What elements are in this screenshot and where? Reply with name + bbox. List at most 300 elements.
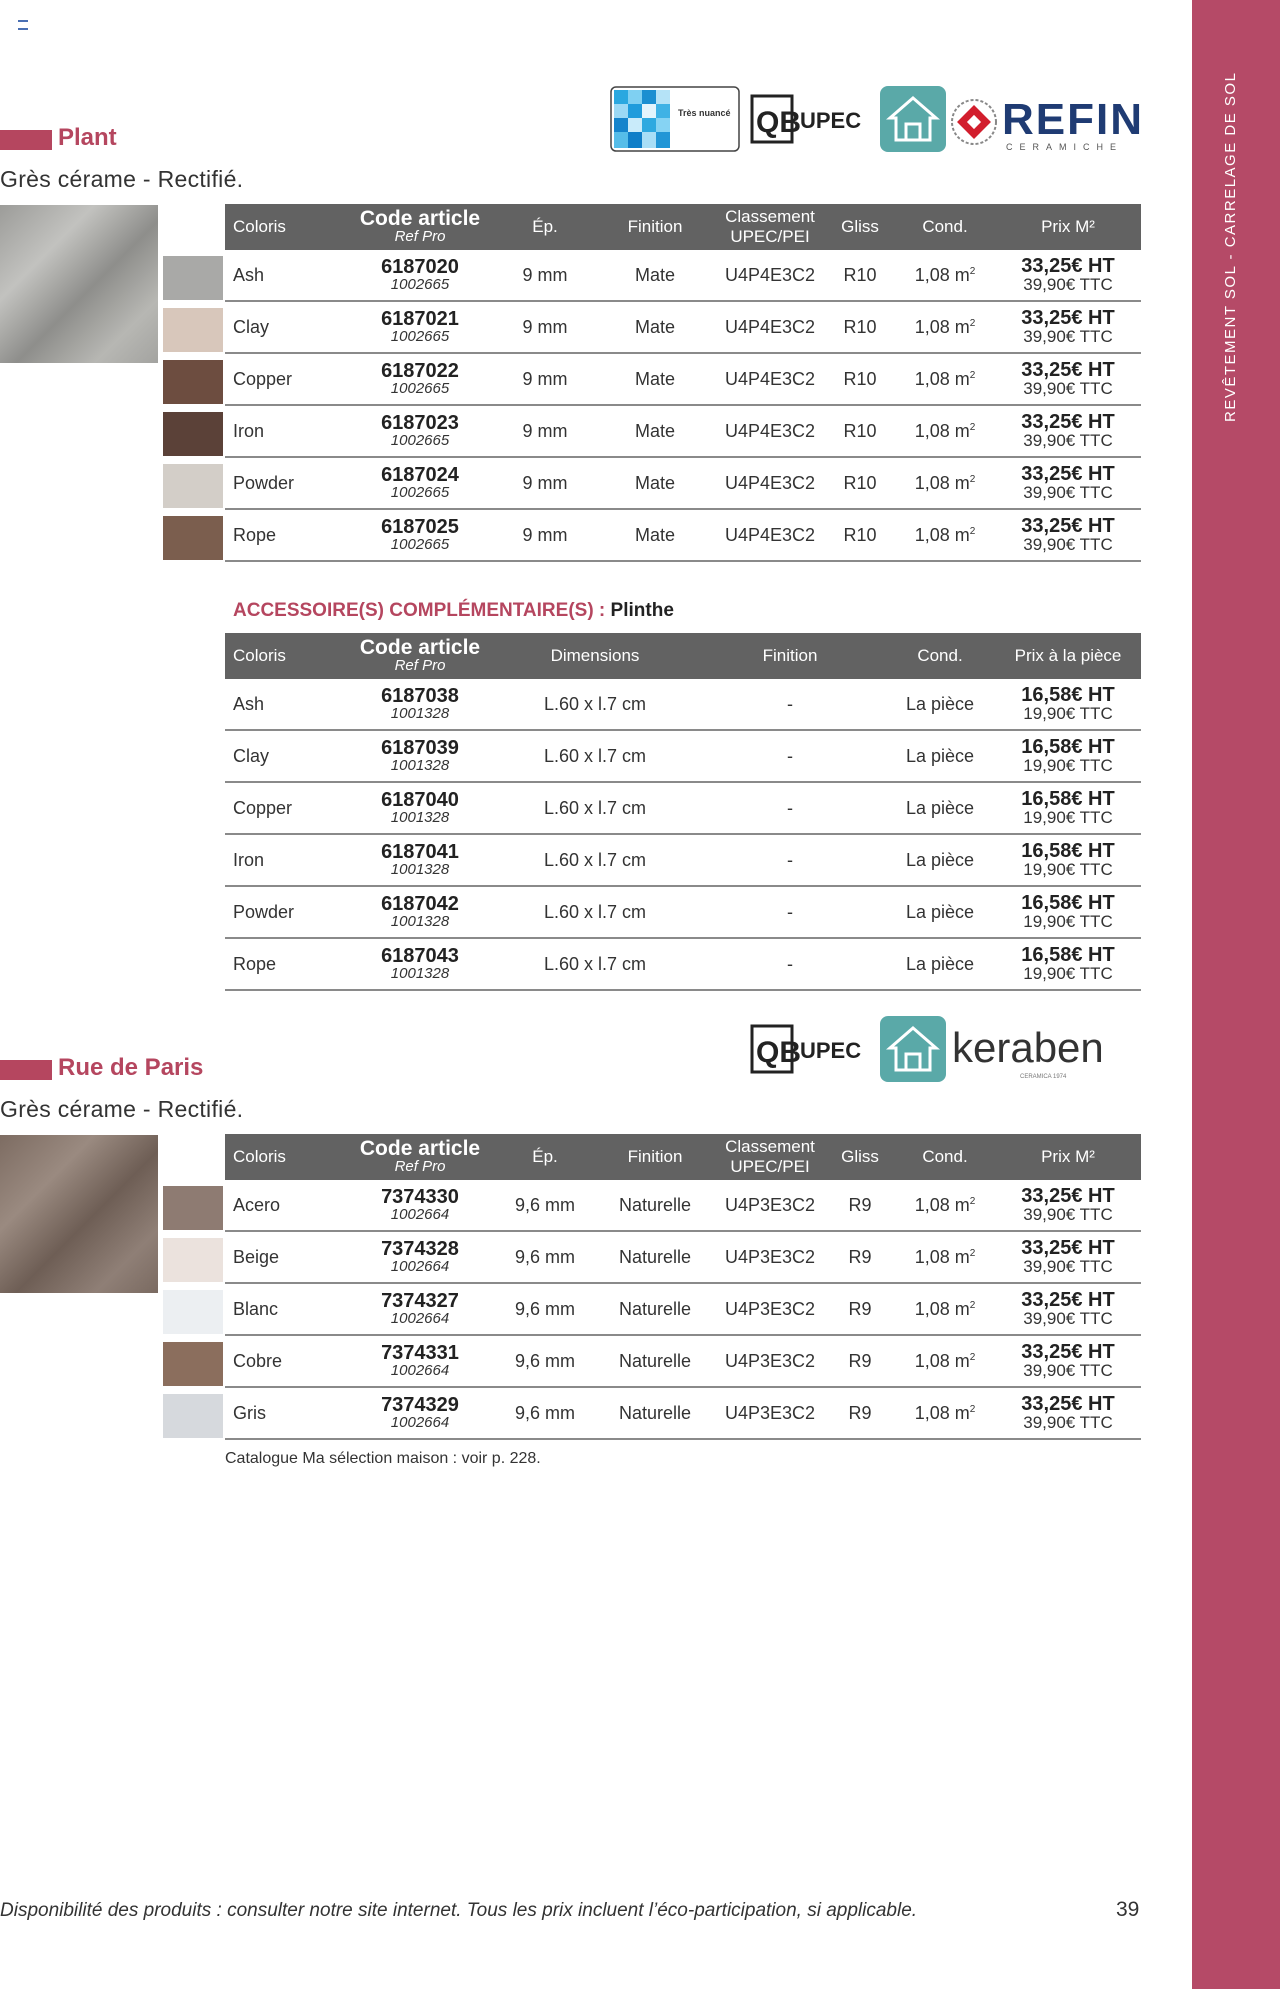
rue-header-gliss: Gliss xyxy=(825,1134,895,1180)
header-ref: Ref Pro xyxy=(394,228,446,245)
ref-value: 1002665 xyxy=(390,535,450,553)
price-cell xyxy=(995,509,1141,561)
tres-nuance-logo xyxy=(610,86,740,157)
code-cell xyxy=(345,250,495,301)
price-cell xyxy=(995,730,1141,782)
cond-value: 1,08 m xyxy=(914,1298,970,1319)
dimensions-cell: L.60 x l.7 cm xyxy=(495,679,695,730)
plant-header-row xyxy=(225,204,1141,250)
rue-header-ref: Ref Pro xyxy=(394,1158,446,1175)
rue-section-bar xyxy=(0,1060,52,1080)
table-row xyxy=(225,1387,1141,1439)
price-ttc: 39,90€ TTC xyxy=(1023,431,1113,450)
table-row xyxy=(225,353,1141,405)
code-cell xyxy=(345,301,495,353)
price-ht: 33,25€ HT xyxy=(1021,1237,1115,1259)
price-ht: 33,25€ HT xyxy=(1021,255,1115,277)
color-swatch xyxy=(163,516,223,560)
price-ttc: 39,90€ TTC xyxy=(1023,1205,1113,1224)
rue-header-finition: Finition xyxy=(595,1134,715,1180)
code-value: 6187022 xyxy=(381,359,459,382)
ref-value: 1001328 xyxy=(390,860,450,878)
qb-text-2: QB xyxy=(756,1036,801,1069)
finition-cell: - xyxy=(695,938,885,990)
header-classement-1: Classement xyxy=(725,207,815,226)
acc-header-dimensions: Dimensions xyxy=(495,633,695,679)
plant-hero-image xyxy=(0,205,158,363)
color-swatch xyxy=(163,1394,223,1438)
coloris-cell: Ash xyxy=(225,679,345,730)
qb-upec-logo xyxy=(750,90,870,153)
keraben-sub-text: CERAMICA 1974 xyxy=(1020,1074,1067,1080)
cond-value: 1,08 m xyxy=(914,1350,970,1371)
finition-cell: - xyxy=(695,782,885,834)
upec-text-2: UPEC xyxy=(800,1038,862,1063)
ep-cell: 9 mm xyxy=(495,353,595,405)
cond-sup: 2 xyxy=(969,421,976,433)
gliss-cell: R10 xyxy=(825,405,895,457)
code-value: 7374329 xyxy=(381,1393,459,1416)
coloris-cell: Copper xyxy=(225,353,345,405)
table-row xyxy=(225,250,1141,301)
cond-cell xyxy=(895,1180,995,1231)
price-ht: 16,58€ HT xyxy=(1021,944,1115,966)
ep-cell: 9,6 mm xyxy=(495,1283,595,1335)
table-row xyxy=(225,405,1141,457)
rue-header-coloris: Coloris xyxy=(225,1134,345,1180)
gliss-cell: R10 xyxy=(825,250,895,301)
cond-sup: 2 xyxy=(969,473,976,485)
rue-table xyxy=(225,1134,1141,1440)
ref-value: 1001328 xyxy=(390,964,450,982)
gliss-cell: R10 xyxy=(825,509,895,561)
table-row xyxy=(225,1283,1141,1335)
price-ht: 33,25€ HT xyxy=(1021,359,1115,381)
cond-cell: La pièce xyxy=(885,730,995,782)
header-ep: Ép. xyxy=(495,204,595,250)
cond-cell xyxy=(895,1283,995,1335)
table-row xyxy=(225,1180,1141,1231)
code-cell xyxy=(345,1180,495,1231)
ep-cell: 9 mm xyxy=(495,405,595,457)
table-row xyxy=(225,509,1141,561)
gliss-cell: R10 xyxy=(825,301,895,353)
classement-cell: U4P4E3C2 xyxy=(715,250,825,301)
ref-value: 1001328 xyxy=(390,808,450,826)
code-cell xyxy=(345,1283,495,1335)
ref-value: 1002664 xyxy=(390,1205,450,1223)
price-ttc: 39,90€ TTC xyxy=(1023,1257,1113,1276)
page-number: 39 xyxy=(1116,1898,1140,1921)
price-cell xyxy=(995,353,1141,405)
coloris-cell: Ash xyxy=(225,250,345,301)
house-icon xyxy=(880,86,946,157)
price-ht: 16,58€ HT xyxy=(1021,684,1115,706)
ref-value: 1002665 xyxy=(390,327,450,345)
ref-value: 1002664 xyxy=(390,1309,450,1327)
classement-cell: U4P4E3C2 xyxy=(715,301,825,353)
classement-cell: U4P4E3C2 xyxy=(715,353,825,405)
acc-header-code-main: Code article xyxy=(359,636,481,659)
finition-cell: - xyxy=(695,679,885,730)
price-cell xyxy=(995,1231,1141,1283)
gliss-cell: R10 xyxy=(825,353,895,405)
code-cell xyxy=(345,679,495,730)
cond-cell xyxy=(895,1335,995,1387)
cond-cell: La pièce xyxy=(885,834,995,886)
table-row xyxy=(225,938,1141,990)
keraben-logo xyxy=(950,1022,1145,1089)
code-value: 6187024 xyxy=(381,463,459,486)
dimensions-cell: L.60 x l.7 cm xyxy=(495,730,695,782)
price-cell xyxy=(995,782,1141,834)
refin-sub-text: CERAMICHE xyxy=(1006,142,1124,152)
ref-value: 1002665 xyxy=(390,431,450,449)
finition-cell: Mate xyxy=(595,509,715,561)
ep-cell: 9,6 mm xyxy=(495,1180,595,1231)
acc-header-ref: Ref Pro xyxy=(394,657,446,674)
price-cell xyxy=(995,1335,1141,1387)
price-cell xyxy=(995,938,1141,990)
cond-value: 1,08 m xyxy=(914,368,970,389)
code-value: 6187040 xyxy=(381,788,459,811)
rue-header-classement-2: UPEC/PEI xyxy=(730,1157,810,1176)
header-prix: Prix M² xyxy=(995,204,1141,250)
code-cell xyxy=(345,938,495,990)
ref-value: 1001328 xyxy=(390,756,450,774)
keraben-text: keraben xyxy=(952,1024,1104,1071)
upec-text: UPEC xyxy=(800,108,862,133)
rue-header-ep: Ép. xyxy=(495,1134,595,1180)
color-swatch xyxy=(163,464,223,508)
price-ttc: 19,90€ TTC xyxy=(1023,756,1113,775)
table-row xyxy=(225,1335,1141,1387)
cond-sup: 2 xyxy=(969,525,976,537)
ref-value: 1002664 xyxy=(390,1361,450,1379)
price-ttc: 39,90€ TTC xyxy=(1023,483,1113,502)
table-row xyxy=(225,457,1141,509)
finition-cell: Mate xyxy=(595,353,715,405)
code-cell xyxy=(345,1335,495,1387)
finition-cell: Naturelle xyxy=(595,1387,715,1439)
dimensions-cell: L.60 x l.7 cm xyxy=(495,938,695,990)
price-ttc: 39,90€ TTC xyxy=(1023,1309,1113,1328)
qb-upec-logo-2 xyxy=(750,1020,870,1083)
cond-cell: La pièce xyxy=(885,679,995,730)
classement-cell: U4P3E3C2 xyxy=(715,1283,825,1335)
code-value: 7374330 xyxy=(381,1185,459,1208)
dimensions-cell: L.60 x l.7 cm xyxy=(495,782,695,834)
cond-sup: 2 xyxy=(969,1299,976,1311)
ref-value: 1002665 xyxy=(390,379,450,397)
rue-header-cond: Cond. xyxy=(895,1134,995,1180)
ep-cell: 9,6 mm xyxy=(495,1387,595,1439)
price-ht: 33,25€ HT xyxy=(1021,307,1115,329)
code-cell xyxy=(345,1231,495,1283)
cond-value: 1,08 m xyxy=(914,420,970,441)
cond-value: 1,08 m xyxy=(914,316,970,337)
coloris-cell: Rope xyxy=(225,938,345,990)
price-cell xyxy=(995,886,1141,938)
plant-title: Plant xyxy=(58,124,117,151)
finition-cell: Mate xyxy=(595,250,715,301)
table-row xyxy=(225,886,1141,938)
acc-header-cond: Cond. xyxy=(885,633,995,679)
price-cell xyxy=(995,1283,1141,1335)
cond-cell xyxy=(895,457,995,509)
price-cell xyxy=(995,250,1141,301)
cond-sup: 2 xyxy=(969,265,976,277)
code-value: 7374331 xyxy=(381,1341,459,1364)
coloris-cell: Clay xyxy=(225,730,345,782)
gliss-cell: R9 xyxy=(825,1387,895,1439)
code-cell xyxy=(345,1387,495,1439)
cond-cell xyxy=(895,301,995,353)
finition-cell: Naturelle xyxy=(595,1180,715,1231)
price-ttc: 39,90€ TTC xyxy=(1023,1413,1113,1432)
ref-value: 1002664 xyxy=(390,1257,450,1275)
table-row xyxy=(225,782,1141,834)
price-ht: 33,25€ HT xyxy=(1021,1185,1115,1207)
cond-value: 1,08 m xyxy=(914,264,970,285)
header-code-main: Code article xyxy=(359,207,481,230)
refin-text: REFIN xyxy=(1002,95,1144,144)
code-value: 7374328 xyxy=(381,1237,459,1260)
table-row xyxy=(225,679,1141,730)
finition-cell: - xyxy=(695,730,885,782)
code-value: 6187021 xyxy=(381,307,459,330)
header-gliss: Gliss xyxy=(825,204,895,250)
cond-value: 1,08 m xyxy=(914,1402,970,1423)
price-ttc: 39,90€ TTC xyxy=(1023,1361,1113,1380)
color-swatch xyxy=(163,1186,223,1230)
ref-value: 1001328 xyxy=(390,912,450,930)
accessoires-label: ACCESSOIRE(S) COMPLÉMENTAIRE(S) : xyxy=(233,600,611,621)
price-ht: 16,58€ HT xyxy=(1021,892,1115,914)
ep-cell: 9 mm xyxy=(495,301,595,353)
cond-value: 1,08 m xyxy=(914,524,970,545)
code-cell xyxy=(345,353,495,405)
coloris-cell: Copper xyxy=(225,782,345,834)
code-value: 6187043 xyxy=(381,944,459,967)
classement-cell: U4P4E3C2 xyxy=(715,457,825,509)
cond-cell: La pièce xyxy=(885,886,995,938)
rue-subtitle: Grès cérame - Rectifié. xyxy=(0,1096,244,1122)
dimensions-cell: L.60 x l.7 cm xyxy=(495,886,695,938)
classement-cell: U4P3E3C2 xyxy=(715,1180,825,1231)
corner-mark xyxy=(18,20,28,30)
cond-value: 1,08 m xyxy=(914,472,970,493)
price-ttc: 19,90€ TTC xyxy=(1023,964,1113,983)
price-cell xyxy=(995,1387,1141,1439)
ep-cell: 9,6 mm xyxy=(495,1231,595,1283)
price-cell xyxy=(995,679,1141,730)
price-ttc: 39,90€ TTC xyxy=(1023,535,1113,554)
coloris-cell: Rope xyxy=(225,509,345,561)
coloris-cell: Powder xyxy=(225,886,345,938)
cond-cell xyxy=(895,250,995,301)
cond-cell: La pièce xyxy=(885,938,995,990)
coloris-cell: Beige xyxy=(225,1231,345,1283)
cond-cell xyxy=(895,509,995,561)
refin-logo xyxy=(950,92,1145,159)
header-code xyxy=(345,204,495,250)
price-ht: 33,25€ HT xyxy=(1021,463,1115,485)
ref-value: 1002664 xyxy=(390,1413,450,1431)
code-cell xyxy=(345,834,495,886)
code-cell xyxy=(345,782,495,834)
acc-header-code xyxy=(345,633,495,679)
price-ttc: 19,90€ TTC xyxy=(1023,808,1113,827)
coloris-cell: Clay xyxy=(225,301,345,353)
coloris-cell: Acero xyxy=(225,1180,345,1231)
cond-sup: 2 xyxy=(969,1247,976,1259)
price-ht: 33,25€ HT xyxy=(1021,515,1115,537)
color-swatch xyxy=(163,1238,223,1282)
ref-value: 1002665 xyxy=(390,275,450,293)
rue-header-classement-1: Classement xyxy=(725,1137,815,1156)
code-cell xyxy=(345,886,495,938)
header-coloris: Coloris xyxy=(225,204,345,250)
code-value: 6187039 xyxy=(381,736,459,759)
classement-cell: U4P3E3C2 xyxy=(715,1335,825,1387)
finition-cell: - xyxy=(695,886,885,938)
price-cell xyxy=(995,301,1141,353)
price-cell xyxy=(995,405,1141,457)
ref-value: 1001328 xyxy=(390,704,450,722)
acc-header-prix: Prix à la pièce xyxy=(995,633,1141,679)
cond-cell xyxy=(895,1387,995,1439)
qb-text: QB xyxy=(756,106,801,139)
header-classement-2: UPEC/PEI xyxy=(730,227,810,246)
dimensions-cell: L.60 x l.7 cm xyxy=(495,834,695,886)
price-ht: 33,25€ HT xyxy=(1021,1341,1115,1363)
price-ttc: 39,90€ TTC xyxy=(1023,275,1113,294)
gliss-cell: R9 xyxy=(825,1231,895,1283)
code-value: 6187020 xyxy=(381,255,459,278)
cond-sup: 2 xyxy=(969,369,976,381)
rue-title: Rue de Paris xyxy=(58,1054,204,1081)
ep-cell: 9 mm xyxy=(495,509,595,561)
finition-cell: Mate xyxy=(595,457,715,509)
code-value: 6187025 xyxy=(381,515,459,538)
table-row xyxy=(225,1231,1141,1283)
rue-header-row xyxy=(225,1134,1141,1180)
color-swatch xyxy=(163,308,223,352)
accessoires-heading xyxy=(233,600,674,622)
cond-cell xyxy=(895,1231,995,1283)
code-value: 7374327 xyxy=(381,1289,459,1312)
price-ht: 33,25€ HT xyxy=(1021,1393,1115,1415)
color-swatch xyxy=(163,256,223,300)
color-swatch xyxy=(163,360,223,404)
price-ttc: 19,90€ TTC xyxy=(1023,912,1113,931)
cond-value: 1,08 m xyxy=(914,1194,970,1215)
finition-cell: Naturelle xyxy=(595,1283,715,1335)
plant-table xyxy=(225,204,1141,562)
color-swatch xyxy=(163,1290,223,1334)
finition-cell: Naturelle xyxy=(595,1335,715,1387)
cond-sup: 2 xyxy=(969,317,976,329)
rue-header-prix: Prix M² xyxy=(995,1134,1141,1180)
header-finition: Finition xyxy=(595,204,715,250)
code-value: 6187038 xyxy=(381,684,459,707)
price-ht: 33,25€ HT xyxy=(1021,1289,1115,1311)
cond-sup: 2 xyxy=(969,1403,976,1415)
gliss-cell: R9 xyxy=(825,1180,895,1231)
coloris-cell: Iron xyxy=(225,405,345,457)
tres-nuance-text: Très nuancé xyxy=(678,108,731,118)
coloris-cell: Cobre xyxy=(225,1335,345,1387)
coloris-cell: Gris xyxy=(225,1387,345,1439)
code-cell xyxy=(345,457,495,509)
code-value: 6187023 xyxy=(381,411,459,434)
acc-header-finition: Finition xyxy=(695,633,885,679)
price-cell xyxy=(995,1180,1141,1231)
cond-value: 1,08 m xyxy=(914,1246,970,1267)
rue-header-code-main: Code article xyxy=(359,1137,481,1160)
cond-cell: La pièce xyxy=(885,782,995,834)
price-ttc: 19,90€ TTC xyxy=(1023,860,1113,879)
ep-cell: 9,6 mm xyxy=(495,1335,595,1387)
classement-cell: U4P4E3C2 xyxy=(715,405,825,457)
plant-subtitle: Grès cérame - Rectifié. xyxy=(0,166,244,192)
gliss-cell: R9 xyxy=(825,1283,895,1335)
code-cell xyxy=(345,405,495,457)
finition-cell: - xyxy=(695,834,885,886)
price-ht: 16,58€ HT xyxy=(1021,736,1115,758)
acc-header-coloris: Coloris xyxy=(225,633,345,679)
code-cell xyxy=(345,730,495,782)
house-icon-2 xyxy=(880,1016,946,1087)
finition-cell: Mate xyxy=(595,405,715,457)
price-cell xyxy=(995,834,1141,886)
rue-header-classement xyxy=(715,1134,825,1180)
cond-cell xyxy=(895,405,995,457)
finition-cell: Mate xyxy=(595,301,715,353)
code-cell xyxy=(345,509,495,561)
plant-section-bar xyxy=(0,130,52,150)
coloris-cell: Powder xyxy=(225,457,345,509)
price-ht: 16,58€ HT xyxy=(1021,788,1115,810)
price-ttc: 39,90€ TTC xyxy=(1023,379,1113,398)
price-ht: 33,25€ HT xyxy=(1021,411,1115,433)
price-ttc: 39,90€ TTC xyxy=(1023,327,1113,346)
color-swatch xyxy=(163,1342,223,1386)
color-swatch xyxy=(163,412,223,456)
cond-cell xyxy=(895,353,995,405)
footer-text: Disponibilité des produits : consulter notre site internet. Tous les prix incluent l’éco-participation, si applicable. xyxy=(0,1900,918,1921)
rue-hero-image xyxy=(0,1135,158,1293)
accessoires-header-row xyxy=(225,633,1141,679)
header-classement xyxy=(715,204,825,250)
rue-header-code xyxy=(345,1134,495,1180)
ep-cell: 9 mm xyxy=(495,250,595,301)
classement-cell: U4P3E3C2 xyxy=(715,1387,825,1439)
table-row xyxy=(225,834,1141,886)
table-row xyxy=(225,301,1141,353)
finition-cell: Naturelle xyxy=(595,1231,715,1283)
cond-sup: 2 xyxy=(969,1195,976,1207)
price-cell xyxy=(995,457,1141,509)
gliss-cell: R9 xyxy=(825,1335,895,1387)
price-ht: 16,58€ HT xyxy=(1021,840,1115,862)
table-row xyxy=(225,730,1141,782)
accessoires-type: Plinthe xyxy=(610,600,674,621)
coloris-cell: Blanc xyxy=(225,1283,345,1335)
gliss-cell: R10 xyxy=(825,457,895,509)
side-label: REVÊTEMENT SOL - CARRELAGE DE SOL xyxy=(1222,71,1239,422)
